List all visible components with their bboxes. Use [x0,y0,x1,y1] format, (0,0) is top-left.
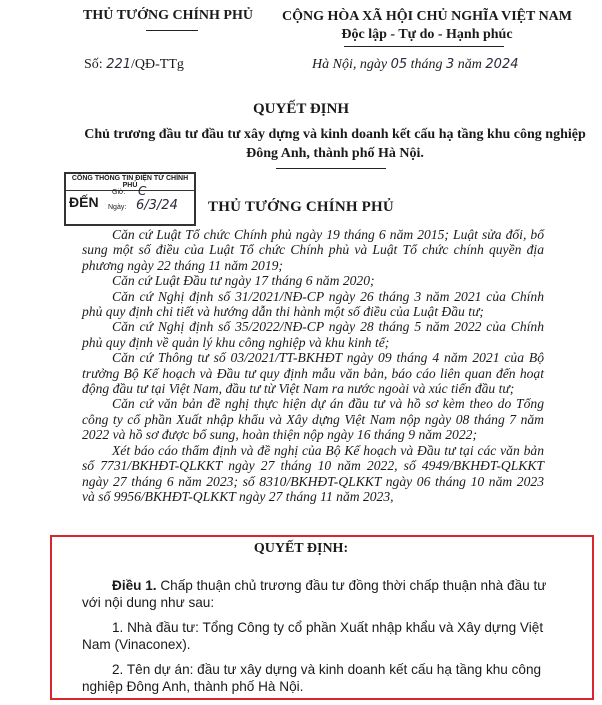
basis-paragraph: Căn cứ văn bản đề nghị thực hiện dự án đầu tư và hồ sơ kèm theo do Tổng công ty cổ phần Xuất nhập khẩu và Xây dựng Việt Nam nộp ngày 08 tháng 7 năm 2022 và hồ sơ được bổ sung, hoàn thiện nộp ngày 16 tháng 9 năm 2022; [82,396,544,443]
issue-date [312,57,519,73]
authority-heading: THỦ TƯỚNG CHÍNH PHỦ [208,199,394,215]
basis-paragraph: Xét báo cáo thẩm định và đề nghị của Bộ Kế hoạch và Đầu tư tại các văn bản số 7731/BKHĐT-QLKKT ngày 27 tháng 10 năm 2022, số 4949/BKHĐT-QLKKT ngày 27 tháng 6 năm 2023; số 8310/BKHĐT-QLKKT ngày 06 tháng 10 năm 2023 và số 9956/BKHĐT-QLKKT ngày 27 tháng 11 năm 2023, [82,442,544,504]
date-day: 05 [390,57,408,72]
document-title: QUYẾT ĐỊNH [253,101,349,117]
decision-heading: QUYẾT ĐỊNH: [253,541,349,556]
national-motto: Độc lập - Tự do - Hạnh phúc [341,27,513,42]
motto-underline [344,46,504,47]
agency-underline [146,30,198,31]
date-month-word: tháng [407,57,446,72]
date-year-word: năm [454,57,486,72]
article-1-text: Chấp thuận chủ trương đầu tư đồng thời chấp thuận nhà đầu tư với nội dung như sau: [82,578,547,610]
legal-basis [82,227,544,504]
decision-body [82,578,550,705]
article-1-item-2: 2. Tên dự án: đầu tư xây dựng và kinh doanh kết cấu hạ tầng khu công nghiệp Đông Anh, thành phố Hà Nội. [82,662,542,694]
date-place: Hà Nội, ngày [312,57,391,72]
stamp-time-label: Giờ: [112,189,126,196]
handwritten-number: 221 [106,57,132,72]
date-year: 2024 [485,57,519,72]
article-1-label: Điều 1. [112,578,157,593]
article-1 [82,578,550,611]
stamp-date-value: 6/3/24 [136,198,178,213]
stamp-time-value: C [138,184,147,198]
nation-name: CỘNG HÒA XÃ HỘI CHỦ NGHĨA VIỆT NAM [281,9,572,24]
stamp-date-label: Ngày: [108,204,127,211]
document-number [84,57,184,73]
document-subtitle: Chủ trương đầu tư đầu tư xây dựng và kinh doanh kết cấu hạ tầng khu công nghiệp Đông Anh, thành phố Hà Nội. [84,127,586,161]
number-prefix: Số: [84,57,107,72]
stamp-header: CỔNG THÔNG TIN ĐIỆN TỬ CHÍNH PHỦ [66,174,194,191]
issuing-agency: THỦ TƯỚNG CHÍNH PHỦ [83,8,253,23]
basis-paragraph: Căn cứ Nghị định số 31/2021/NĐ-CP ngày 26 tháng 3 năm 2021 của Chính phủ quy định chi tiết và hướng dẫn thi hành một số điều của Luật Đầu tư; [82,288,544,320]
basis-paragraph: Căn cứ Luật Đầu tư ngày 17 tháng 6 năm 2020; [112,273,375,289]
article-1-item-1: 1. Nhà đầu tư: Tổng Công ty cổ phần Xuất nhập khẩu và Xây dựng Việt Nam (Vinaconex). [82,620,544,652]
basis-paragraph: Căn cứ Luật Tổ chức Chính phủ ngày 19 tháng 6 năm 2015; Luật sửa đổi, bổ sung một số điều của Luật Tổ chức Chính phủ và Luật Tổ chức chính quyền địa phương ngày 22 tháng 11 năm 2019; [82,227,544,273]
subtitle-underline [276,168,386,169]
basis-paragraph: Căn cứ Nghị định số 35/2022/NĐ-CP ngày 28 tháng 5 năm 2022 của Chính phủ quy định về quản lý khu công nghiệp và khu kinh tế; [82,319,544,350]
date-month: 3 [446,57,455,72]
stamp-den-label: ĐẾN [69,194,99,210]
number-suffix: /QĐ-TTg [131,57,184,72]
basis-paragraph: Căn cứ Thông tư số 03/2021/TT-BKHĐT ngày 09 tháng 4 năm 2021 của Bộ trưởng Bộ Kế hoạch và Đầu tư quy định mẫu văn bản, báo cáo liên quan đến hoạt động đầu tư tại Việt Nam, đầu tư từ Việt Nam ra nước ngoài và xúc tiến đầu tư; [82,350,544,397]
national-heading [262,8,592,44]
